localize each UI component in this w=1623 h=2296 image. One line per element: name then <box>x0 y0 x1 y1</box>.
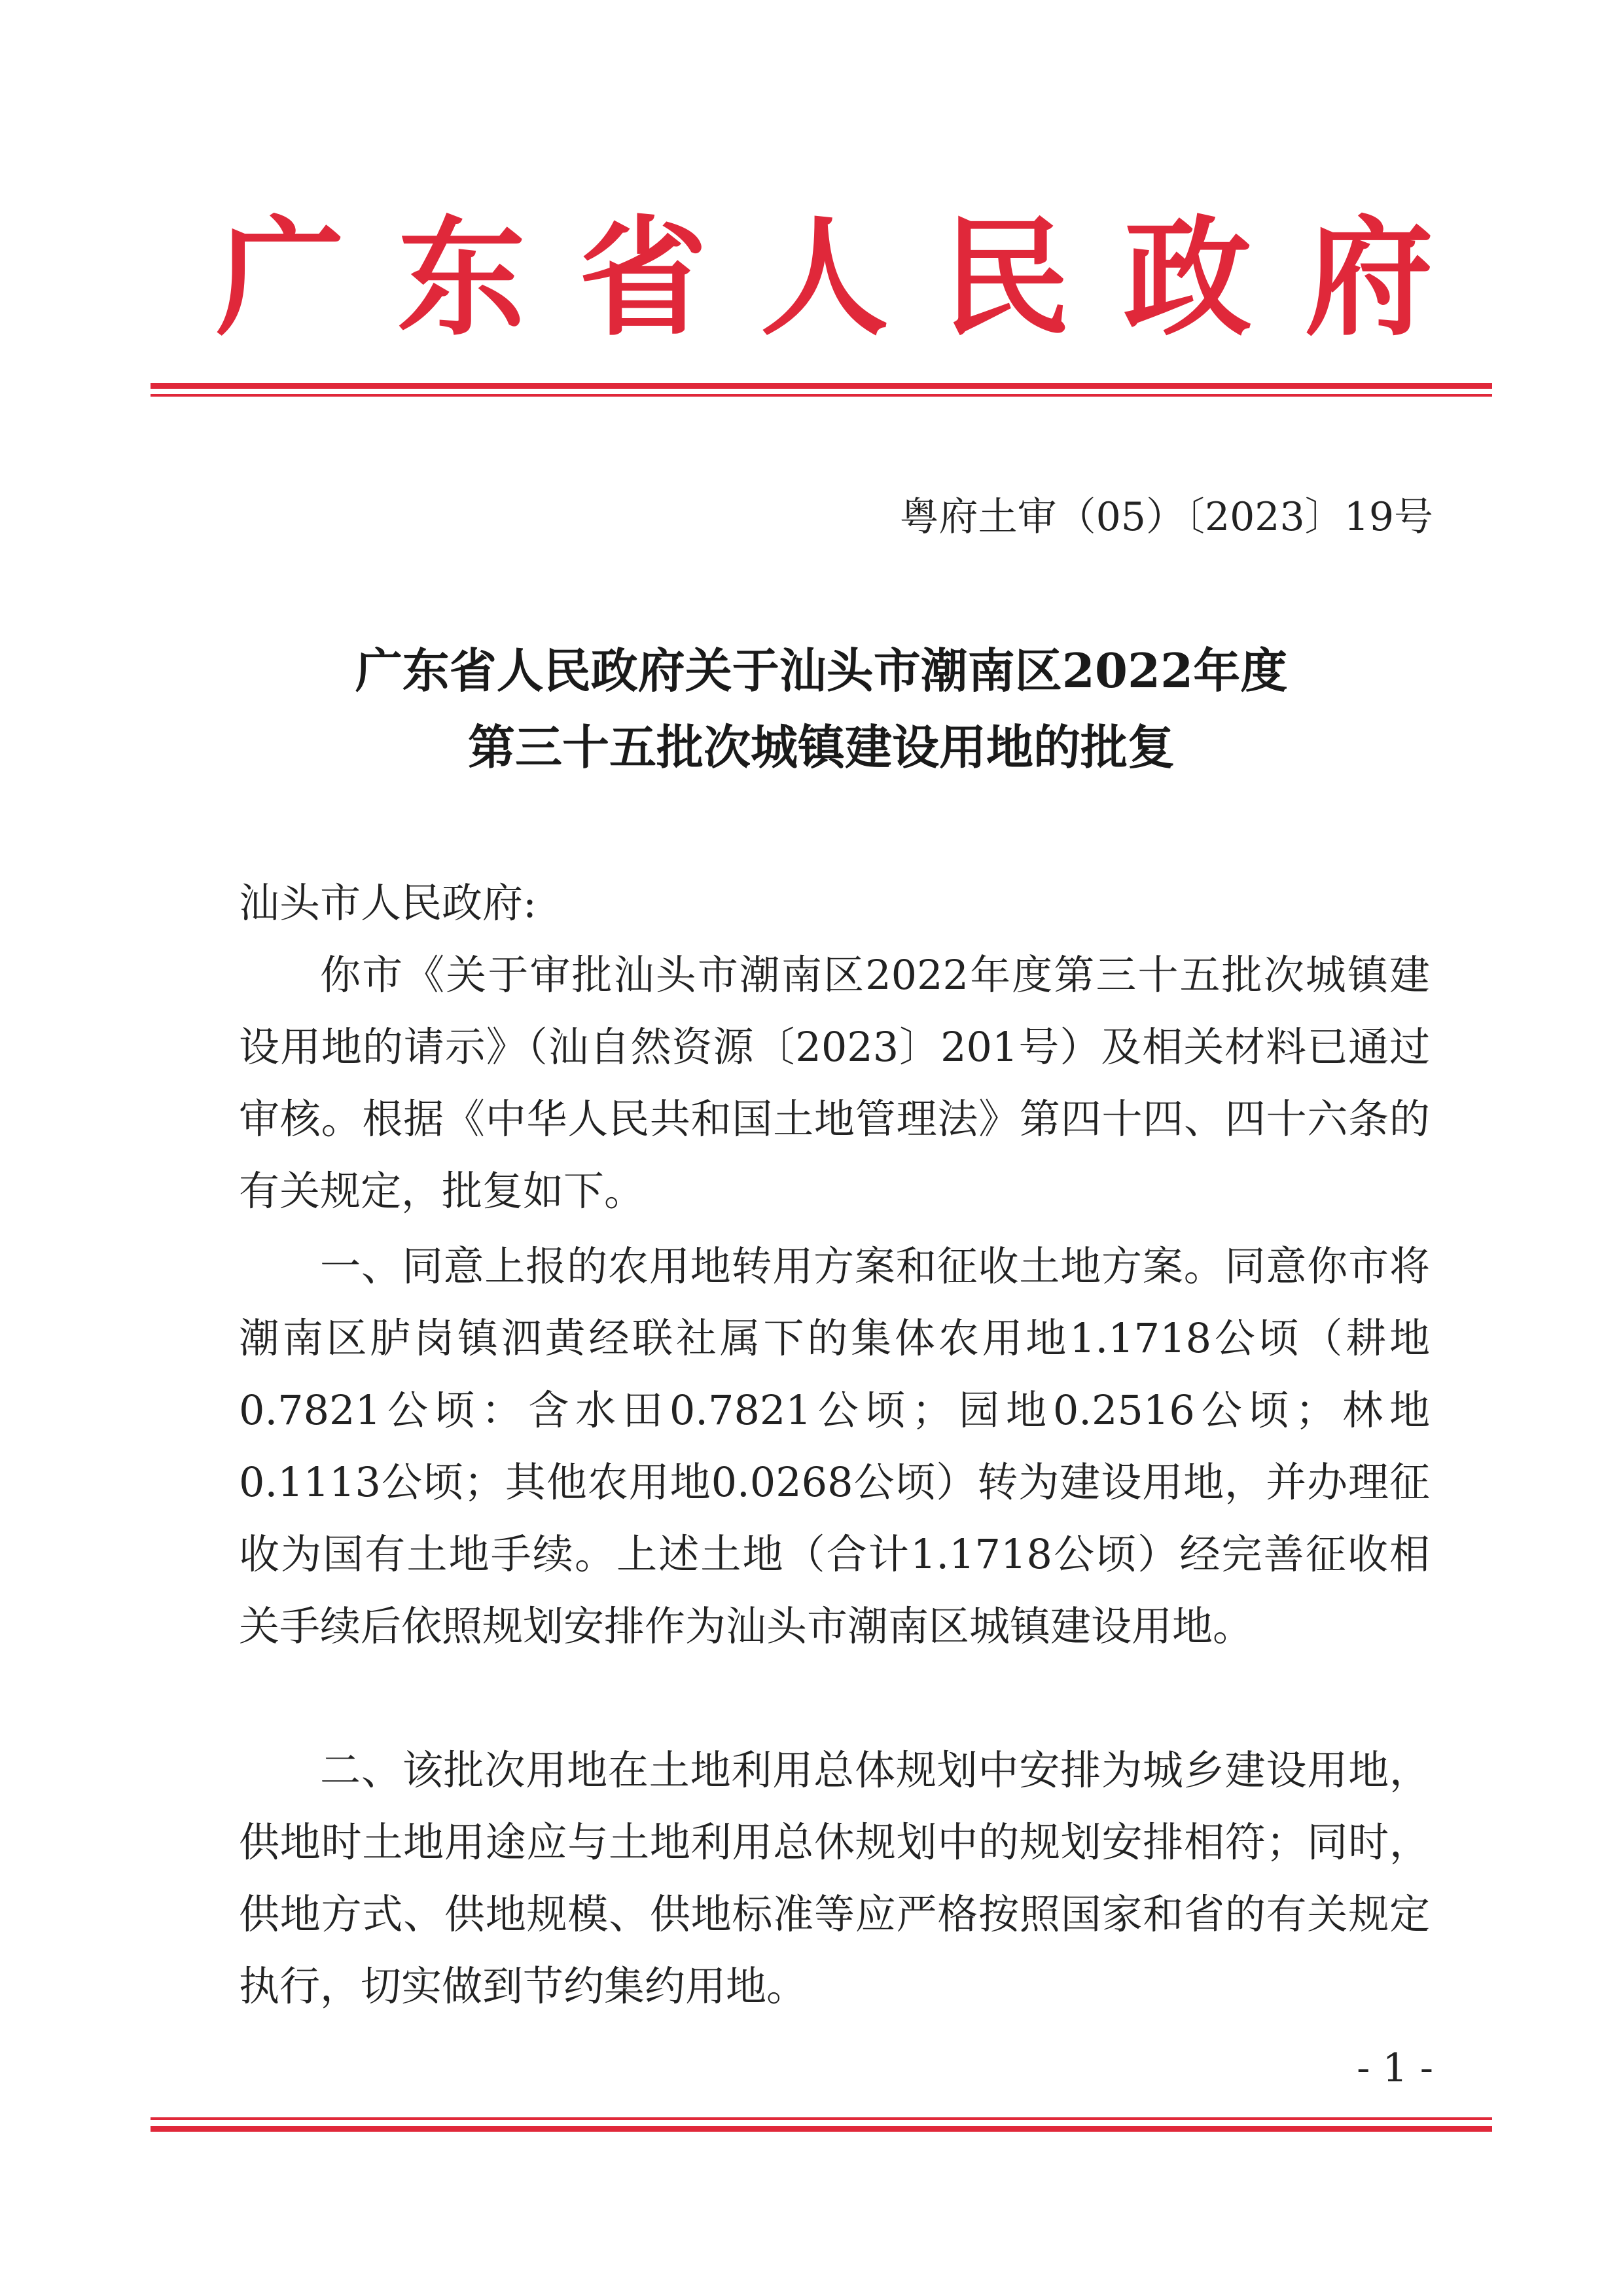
masthead-char: 府 <box>1304 203 1433 353</box>
bottom-red-rule-thick <box>151 2126 1492 2132</box>
masthead-char: 省 <box>579 203 707 353</box>
bottom-red-rule-thin <box>151 2117 1492 2120</box>
body-paragraph <box>239 939 1430 1227</box>
document-number: 粤府土审（05）〔2023〕19号 <box>899 494 1433 540</box>
top-red-rule-thin <box>151 394 1492 397</box>
masthead-char: 民 <box>942 203 1071 353</box>
masthead-char: 人 <box>760 203 889 353</box>
body-paragraph <box>239 1734 1430 2022</box>
page-number: - 1 - <box>1357 2045 1433 2091</box>
masthead-char: 政 <box>1123 203 1252 353</box>
paragraph-intro: 你市《关于审批汕头市潮南区2022年度第三十五批次城镇建设用地的请示》（汕自然资源〔2023〕201号）及相关材料已通过审核。根据《中华人民共和国土地管理法》第四十四、四十六条的有关规定，批复如下。 <box>239 951 1430 1215</box>
document-title-line-2: 第三十五批次城镇建设用地的批复 <box>467 719 1175 775</box>
paragraph-item-1: 一、同意上报的农用地转用方案和征收土地方案。同意你市将潮南区胪岗镇泗黄经联社属下的集体农用地1.1718公顷（耕地0.7821公顷：含水田0.7821公顷；园地0.2516公顷；林地0.1113公顷；其他农用地0.0268公顷）转为建设用地，并办理征收为国有土地手续。上述土地（合计1.1718公顷）经完善征收相关手续后依照规划安排作为汕头市潮南区城镇建设用地。 <box>239 1242 1430 1650</box>
masthead-title <box>216 203 1433 353</box>
body-paragraph <box>239 1230 1430 1662</box>
top-red-rule-thick <box>151 383 1492 389</box>
paragraph-item-2: 二、该批次用地在土地利用总体规划中安排为城乡建设用地，供地时土地用途应与土地利用总休规划中的规划安排相符；同时，供地方式、供地规模、供地标准等应严格按照国家和省的有关规定执行，切实做到节约集约用地。 <box>239 1746 1430 2010</box>
salutation: 汕头市人民政府: <box>239 879 537 927</box>
document-title-line-1: 广东省人民政府关于汕头市潮南区2022年度 <box>355 643 1288 698</box>
masthead-char: 广 <box>216 203 345 353</box>
masthead-char: 东 <box>397 203 526 353</box>
